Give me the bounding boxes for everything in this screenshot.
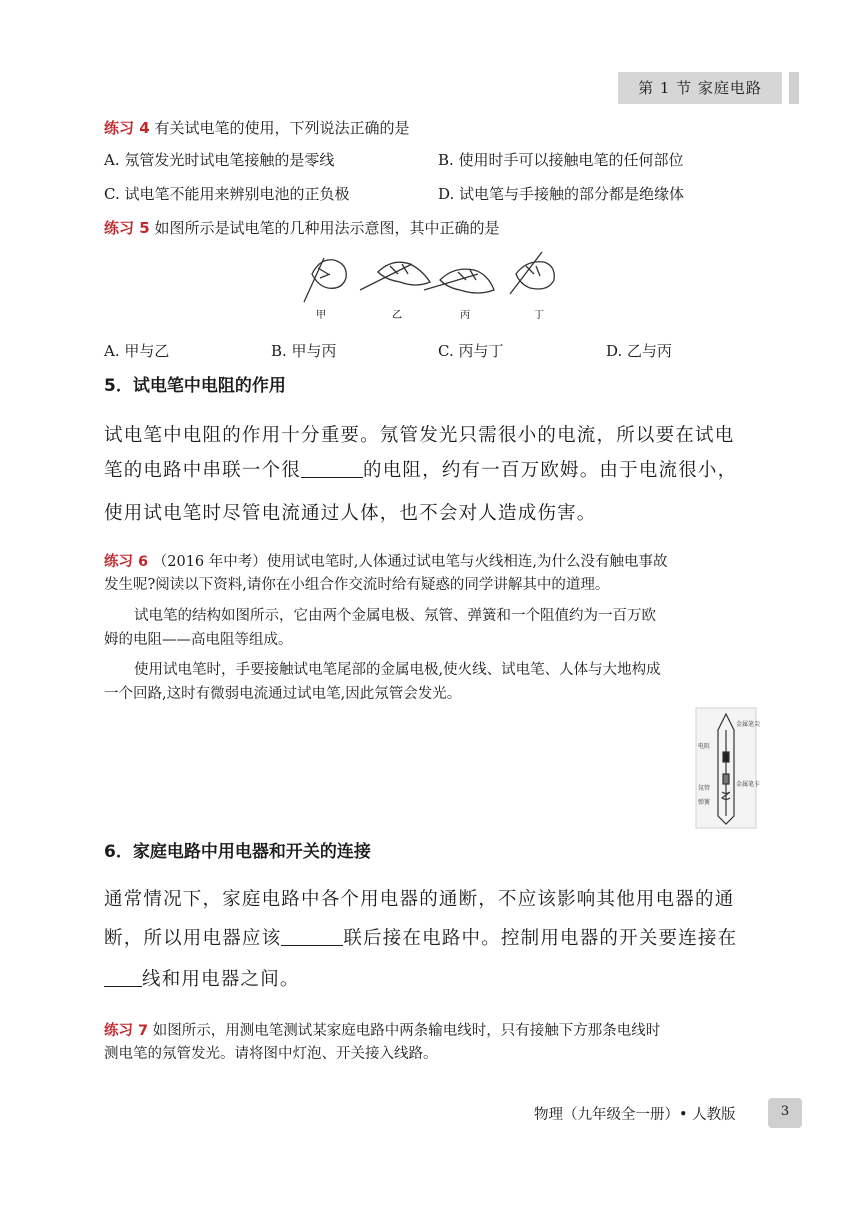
exercise-6-question-line-2: 发生呢?阅读以下资料,请你在小组合作交流时给有疑惑的同学讲解其中的道理。 xyxy=(104,577,610,593)
exercise-4-text: 有关试电笔的使用，下列说法正确的是 xyxy=(154,119,410,137)
fill-in-blank[interactable] xyxy=(281,929,343,946)
figure-label-ding: 丁 xyxy=(534,310,544,321)
exercise-5-option-c: C. 丙与丁 xyxy=(438,342,504,360)
exercise-7-line-1 xyxy=(104,1021,660,1041)
exercise-4-option-c: C. 试电笔不能用来辨别电池的正负极 xyxy=(104,185,350,203)
exercise-5-label: 练习 5 xyxy=(104,219,150,237)
section-6-title: 6．家庭电路中用电器和开关的连接 xyxy=(104,842,371,862)
footer-book-title: 物理（九年级全一册）• 人教版 xyxy=(534,1107,736,1123)
section-5-line-3: 使用试电笔时尽管电流通过人体，也不会对人造成伤害。 xyxy=(104,503,597,524)
exercise-6-para-2-line-2: 一个回路,这时有微弱电流通过试电笔,因此氖管会发光。 xyxy=(104,686,462,702)
section-5-line-2 xyxy=(104,461,737,481)
section-5-line-2-b: 的电阻，约有一百万欧姆。由于电流很小， xyxy=(363,460,738,481)
exercise-4-option-b: B. 使用时手可以接触电笔的任何部位 xyxy=(438,151,684,169)
exercise-5-option-a: A. 甲与乙 xyxy=(104,342,170,360)
section-6-line-2-b: 联后接在电路中。控制用电器的开关要连接在 xyxy=(343,928,738,949)
exercise-4-option-a: A. 氖管发光时试电笔接触的是零线 xyxy=(104,151,335,169)
exercise-6-para-2-line-1: 使用试电笔时，手要接触试电笔尾部的金属电极,使火线、试电笔、人体与大地构成 xyxy=(134,662,661,678)
exercise-5-question xyxy=(104,218,499,238)
exercise-6-para-1-line-1: 试电笔的结构如图所示，它由两个金属电极、氖管、弹簧和一个阻值约为一百万欧 xyxy=(134,608,656,624)
figure-label-jia: 甲 xyxy=(316,310,326,321)
exercise-5-option-d: D. 乙与丙 xyxy=(606,342,673,360)
section-5-line-2-a: 笔的电路中串联一个很 xyxy=(104,460,302,481)
exercise-4-question xyxy=(104,118,409,138)
exercise-7-line-2: 测电笔的氖管发光。请将图中灯泡、开关接入线路。 xyxy=(104,1046,438,1062)
exercise-5-text: 如图所示是试电笔的几种用法示意图，其中正确的是 xyxy=(154,219,500,237)
test-pen-structure-figure xyxy=(696,708,761,828)
fill-in-blank[interactable] xyxy=(301,461,363,478)
page-number: 3 xyxy=(768,1098,802,1128)
exercise-6-para-1-line-2: 姆的电阻——高电阻等组成。 xyxy=(104,632,293,648)
exercise-4-label: 练习 4 xyxy=(104,119,150,137)
section-6-line-2 xyxy=(104,929,737,949)
section-6-line-3-text: 线和用电器之间。 xyxy=(142,969,300,990)
exercise-6-label: 练习 6 xyxy=(104,554,149,570)
exercise-7-label: 练习 7 xyxy=(104,1023,149,1039)
exercise-4-option-d: D. 试电笔与手接触的部分都是绝缘体 xyxy=(438,185,685,203)
header-tab xyxy=(789,72,799,104)
test-pen-usage-figure xyxy=(290,244,570,322)
label-neon-tube: 氖管 xyxy=(698,785,711,792)
label-metal-clip: 金属笔卡 xyxy=(736,781,761,788)
figure-label-yi: 乙 xyxy=(392,310,402,321)
exercise-7-text-1: 如图所示，用测电笔测试某家庭电路中两条输电线时，只有接触下方那条电线时 xyxy=(152,1023,661,1039)
label-metal-tip: 金属笔尖 xyxy=(736,721,761,728)
section-6-line-3 xyxy=(104,970,300,990)
section-5-line-1: 试电笔中电阻的作用十分重要。氖管发光只需很小的电流，所以要在试电 xyxy=(104,425,735,446)
figure-label-bing: 丙 xyxy=(460,310,470,321)
exercise-6-question-line-1 xyxy=(104,552,667,572)
exercise-6-text-1: （2016 年中考）使用试电笔时,人体通过试电笔与火线相连,为什么没有触电事故 xyxy=(152,554,668,570)
label-spring: 弹簧 xyxy=(698,799,711,806)
exercise-5-option-b: B. 甲与丙 xyxy=(271,342,337,360)
section-5-title: 5．试电笔中电阻的作用 xyxy=(104,376,286,396)
label-resistor: 电阻 xyxy=(698,743,711,750)
section-6-line-2-a: 断，所以用电器应该 xyxy=(104,928,282,949)
fill-in-blank[interactable] xyxy=(104,970,142,987)
section-6-line-1: 通常情况下，家庭电路中各个用电器的通断，不应该影响其他用电器的通 xyxy=(104,889,735,910)
section-header: 第 1 节 家庭电路 xyxy=(618,72,782,104)
